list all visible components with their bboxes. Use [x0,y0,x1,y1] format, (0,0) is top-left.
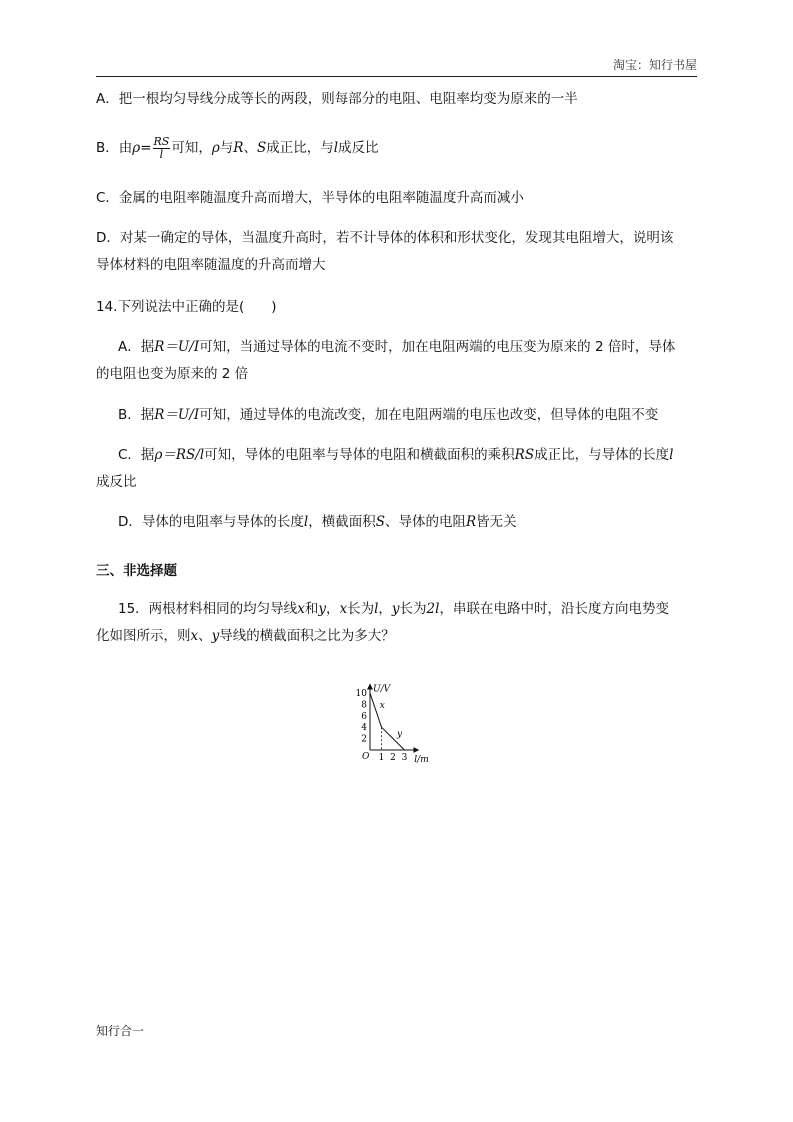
q14-option-a-line1: A．据R＝U/I可知，当通过导体的电流不变时，加在电阻两端的电压变为原来的 2 倍时，导体 [118,339,676,355]
y-tick-label: 2 [361,734,367,745]
q13-option-a: A．把一根均匀导线分成等长的两段，则每部分的电阻、电阻率均变为原来的一半 [96,91,578,107]
origin-label: O [362,752,370,762]
q13-option-d-line1: D．对某一确定的导体，当温度升高时，若不计导体的体积和形状变化，发现其电阻增大，说明该 [96,230,674,246]
q13-option-b: B．由ρ= $\frac{RS}{l}$ 可知，ρ与R、S成正比，与l成反比 [96,134,379,161]
q14-stem: 14.下列说法中正确的是( ) [96,299,277,315]
series-label-y: y [397,729,403,740]
q15-line1: 15．两根材料相同的均匀导线x和y，x长为l，y长为2l，串联在电路中时，沿长度方向电势变 [118,601,669,617]
x-axis-label: l/m [414,755,429,765]
footer-motto: 知行合一 [96,1024,145,1038]
y-tick-label: 6 [361,711,367,722]
q14-option-c-line2: 成反比 [96,474,137,490]
y-tick-label: 4 [361,723,367,734]
q15-line2: 化如图所示，则x、y导线的横截面积之比为多大？ [96,628,395,644]
q14-option-d: D．导体的电阻率与导体的长度l，横截面积S、导体的电阻R皆无关 [118,514,517,530]
series-label-x: x [379,701,385,712]
q14-option-b: B．据R＝U/I可知，通过导体的电流改变，加在电阻两端的电压也改变，但导体的电阻不变 [118,407,659,423]
x-tick-label: 1 [378,753,385,763]
header-rule [96,76,697,77]
q13-option-d-line2: 导体材料的电阻率随温度的升高而增大 [96,257,326,273]
header-shop-label: 淘宝：知行书屋 [612,58,697,72]
y-tick-label: 10 [355,689,367,699]
q14-option-c-line1: C．据ρ＝RS/l可知，导体的电阻率与导体的电阻和横截面积的乘积RS成正比，与导体的长度l [118,447,674,463]
rho-formula-fraction: $\frac{RS}{l}$ [153,134,170,161]
section-heading: 三、非选择题 [96,563,177,579]
q13-option-c: C．金属的电阻率随温度升高而增大，半导体的电阻率随温度升高而减小 [96,190,524,206]
x-tick-label: 3 [401,753,408,763]
y-axis-label: U/V [373,684,391,695]
y-tick-label: 8 [361,700,367,711]
potential-length-graph [345,674,450,769]
x-tick-label: 2 [390,753,396,763]
q14-option-a-line2: 的电阻也变为原来的 2 倍 [96,366,249,382]
